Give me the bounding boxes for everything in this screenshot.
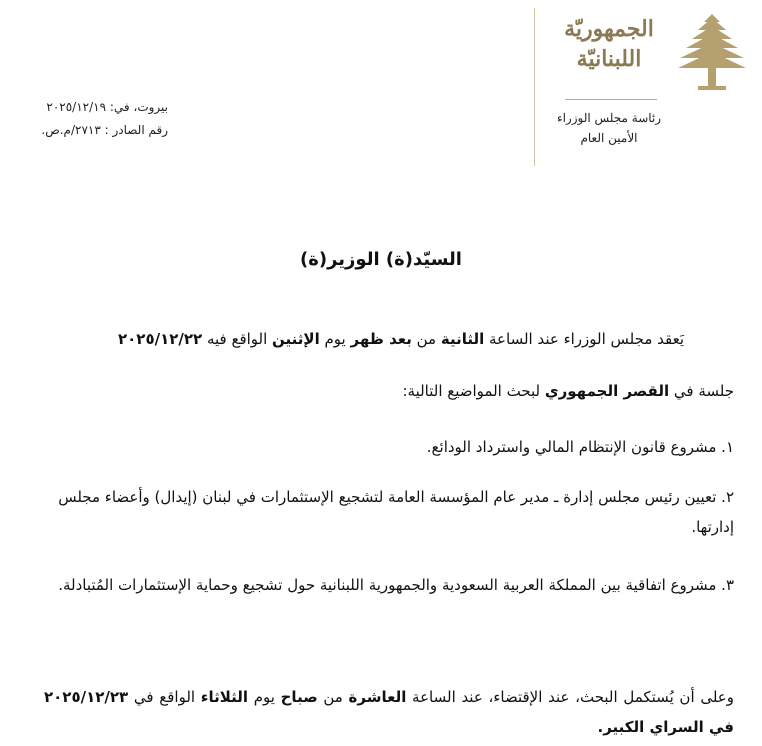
cedar-emblem bbox=[676, 12, 748, 94]
crest-title bbox=[548, 14, 670, 74]
continuation-date-venue: ٢٠٢٥/١٢/٢٣ في السراي الكبير. bbox=[44, 688, 734, 736]
text-run: وعلى أن يُستكمل البحث، عند الإقتضاء، عند الساعة bbox=[406, 688, 734, 706]
text-run: يوم bbox=[319, 330, 351, 348]
text-run: جلسة في bbox=[669, 382, 734, 400]
bold-run: الإثنين bbox=[272, 330, 320, 348]
bold-run: صباح bbox=[280, 688, 318, 706]
letterhead-vertical-divider bbox=[534, 8, 535, 166]
continuation-paragraph bbox=[44, 682, 734, 742]
session-paragraph bbox=[44, 324, 684, 354]
agenda-item-3: ٣. مشروع اتفاقية بين المملكة العربية السعودية والجمهورية اللبنانية حول تشجيع وحماية الإستثمارات المُتبادلة. bbox=[58, 576, 734, 594]
text-run: الواقع فيه bbox=[202, 330, 273, 348]
agenda-item-1: ١. مشروع قانون الإنتظام المالي واسترداد الودائع. bbox=[426, 438, 734, 456]
bold-run: العاشرة bbox=[348, 688, 407, 706]
cedar-tree-icon bbox=[678, 14, 746, 90]
office-line-2: الأمين العام bbox=[580, 131, 638, 145]
place-date: بيروت، في: ٢٠٢٥/١٢/١٩ bbox=[46, 100, 168, 114]
text-run: لبحث المواضيع التالية: bbox=[402, 382, 545, 400]
text-run: يَعقد مجلس الوزراء عند الساعة bbox=[484, 330, 684, 348]
crest-line-1: الجمهوريّة bbox=[564, 16, 654, 42]
crest-divider bbox=[565, 99, 657, 100]
addressee-heading: السيّد(ة) الوزير(ة) bbox=[300, 249, 462, 270]
agenda-item-2: ٢. تعيين رئيس مجلس إدارة ـ مدير عام المؤسسة العامة لتشجيع الإستثمارات في لبنان (إيدال) وأعضاء مجلس إدارتها. bbox=[58, 488, 734, 536]
venue-name: القصر الجمهوري bbox=[544, 382, 670, 400]
crest-line-2: اللبنانيّة bbox=[576, 46, 642, 72]
bold-run: الثانية bbox=[440, 330, 485, 348]
text-run: من bbox=[411, 330, 441, 348]
bold-run: بعد ظهر bbox=[350, 330, 412, 348]
session-date: ٢٠٢٥/١٢/٢٢ bbox=[117, 330, 203, 348]
office-line-1: رئاسة مجلس الوزراء bbox=[556, 111, 662, 125]
bold-run: الثلاثاء bbox=[200, 688, 249, 706]
date-reference-block bbox=[18, 96, 168, 142]
text-run: يوم bbox=[248, 688, 281, 706]
reference-number: رقم الصادر : ٢٧١٣/م.ص. bbox=[41, 123, 168, 137]
office-subtitle bbox=[548, 108, 670, 148]
text-run: الواقع في bbox=[128, 688, 201, 706]
text-run: من bbox=[317, 688, 349, 706]
venue-paragraph bbox=[44, 376, 734, 406]
